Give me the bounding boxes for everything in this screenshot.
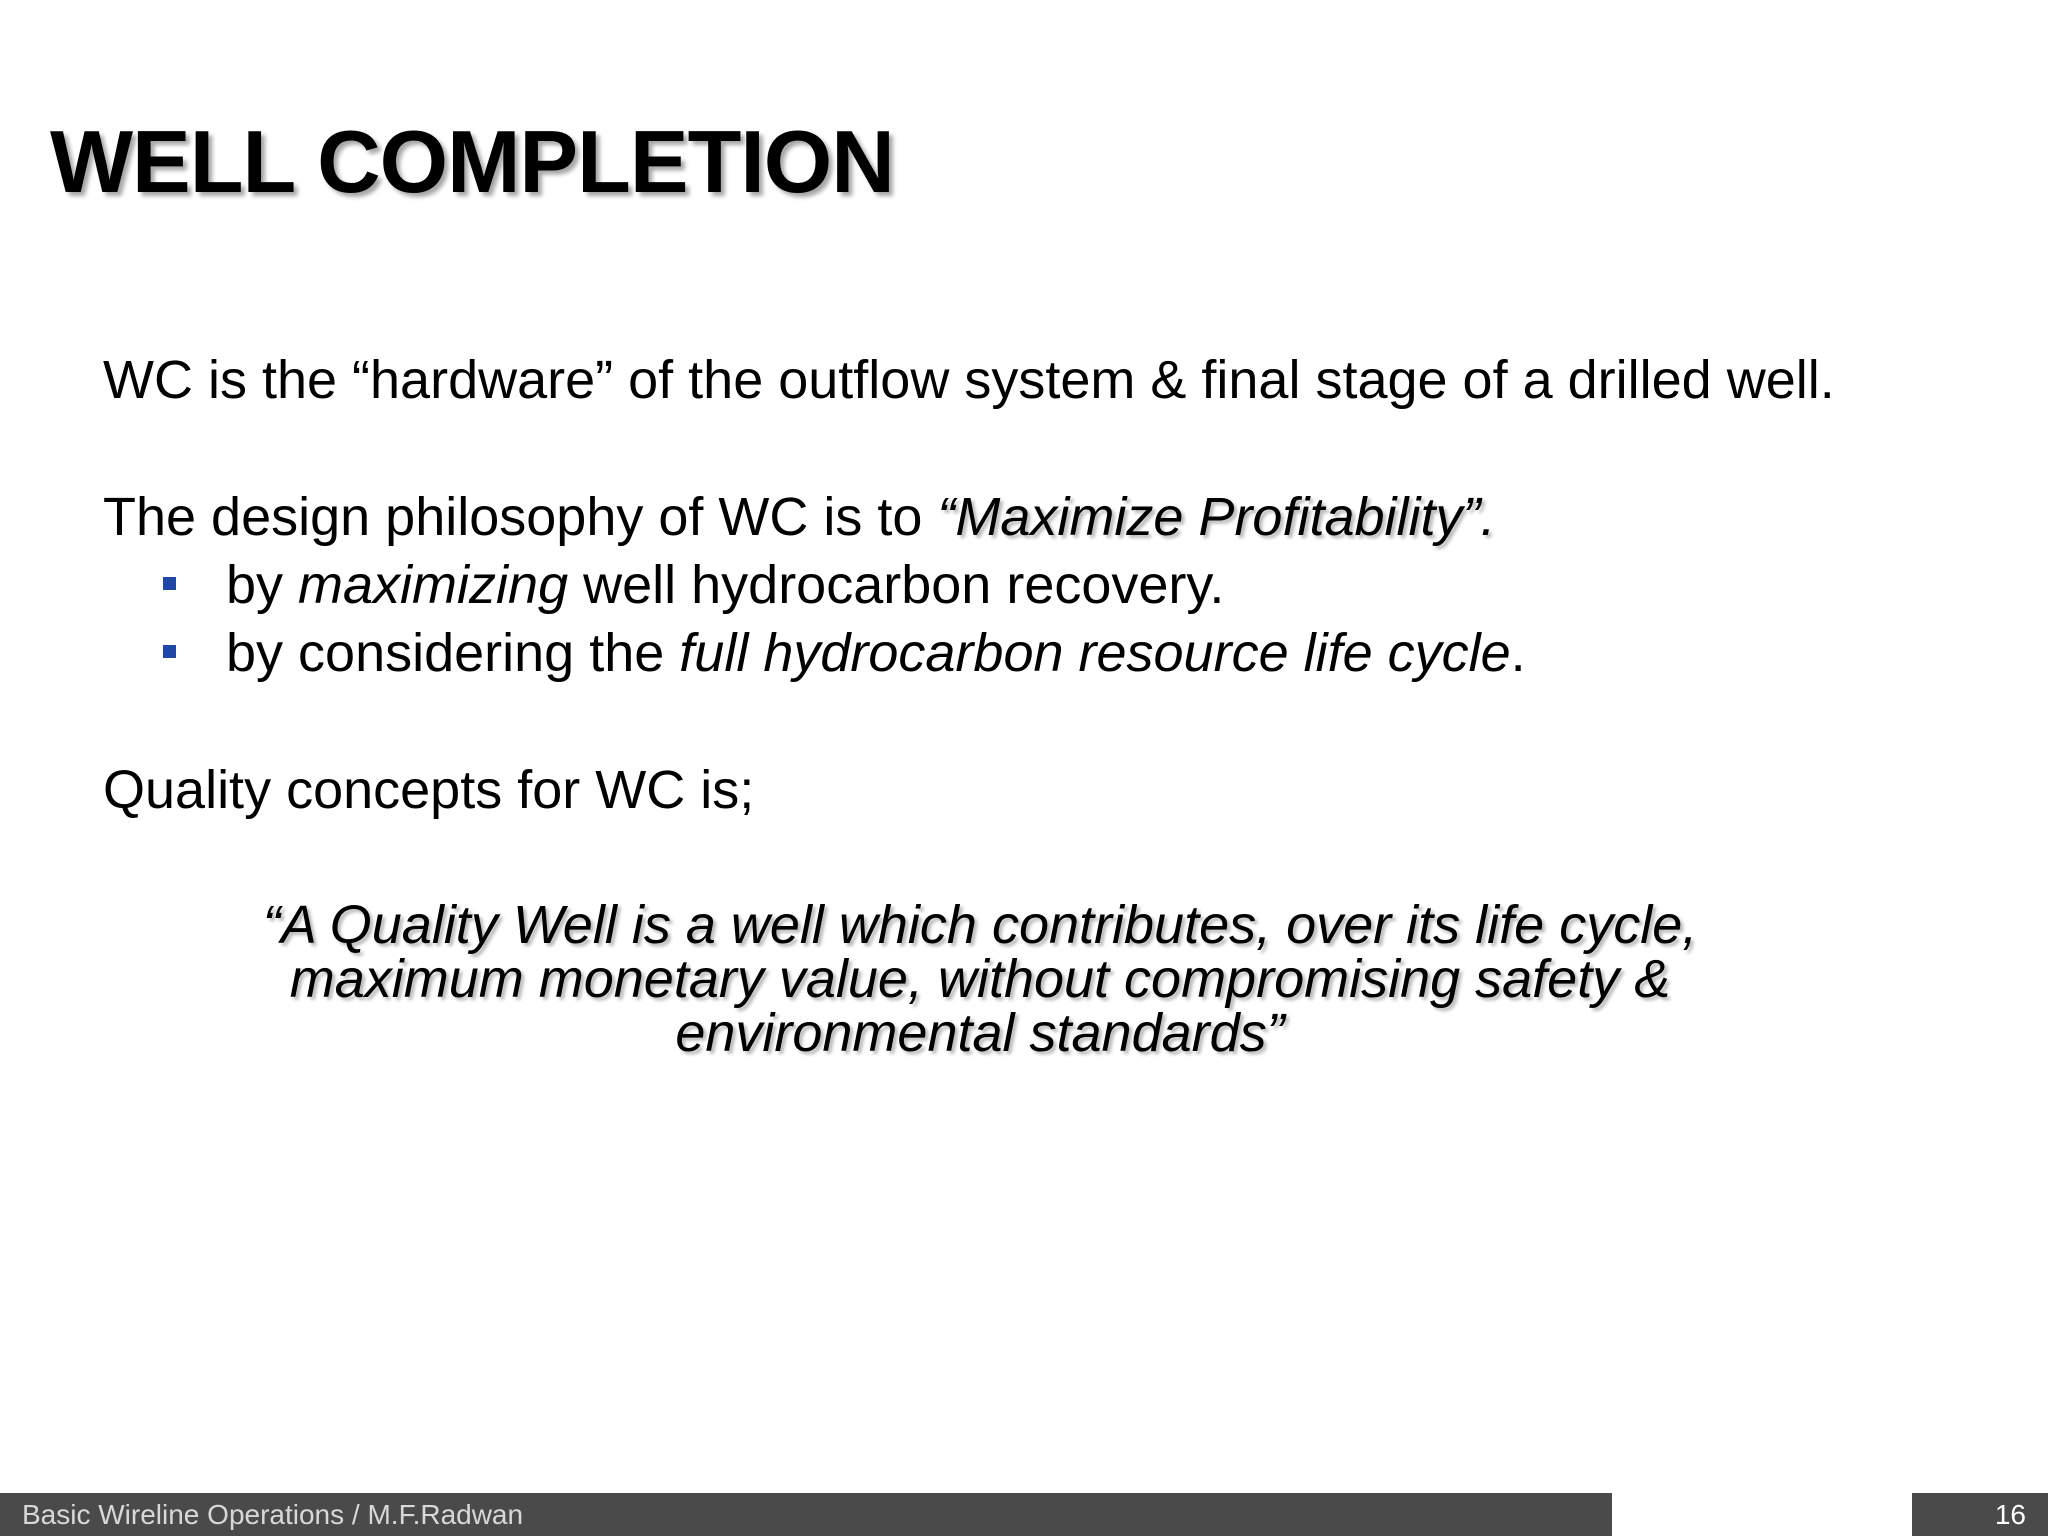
bullet-text-after: well hydrocarbon recovery. [568, 555, 1225, 615]
square-bullet-icon [163, 577, 176, 590]
bullet-text [226, 621, 1526, 685]
design-philosophy-prefix: The design philosophy of WC is to [103, 487, 938, 547]
slide-title: WELL COMPLETION [50, 112, 894, 211]
bullet-text-italic: maximizing [298, 555, 569, 615]
page-number-box [1912, 1493, 2048, 1536]
bullet-text-after: . [1510, 623, 1526, 683]
bullet-text-before: by [226, 555, 299, 615]
bullet-text-italic: full hydrocarbon resource life cycle [679, 623, 1511, 683]
square-bullet-icon [163, 645, 176, 658]
bullet-text [226, 553, 1224, 617]
bullet-text-before: by considering the [226, 623, 680, 683]
quality-concepts-paragraph: Quality concepts for WC is; [103, 760, 755, 820]
maximize-profitability-emphasis: “Maximize Profitability”. [937, 487, 1496, 547]
footer-text: Basic Wireline Operations / M.F.Radwan [22, 1499, 524, 1530]
design-philosophy-paragraph [103, 485, 1496, 549]
intro-paragraph: WC is the “hardware” of the outflow system & final stage of a drilled well. [103, 350, 1835, 410]
quality-well-quote: “A Quality Well is a well which contributes, over its life cycle, maximum monetary value, without compromising safety & environmental standards” [262, 895, 1698, 1063]
page-number: 16 [1994, 1499, 2026, 1530]
